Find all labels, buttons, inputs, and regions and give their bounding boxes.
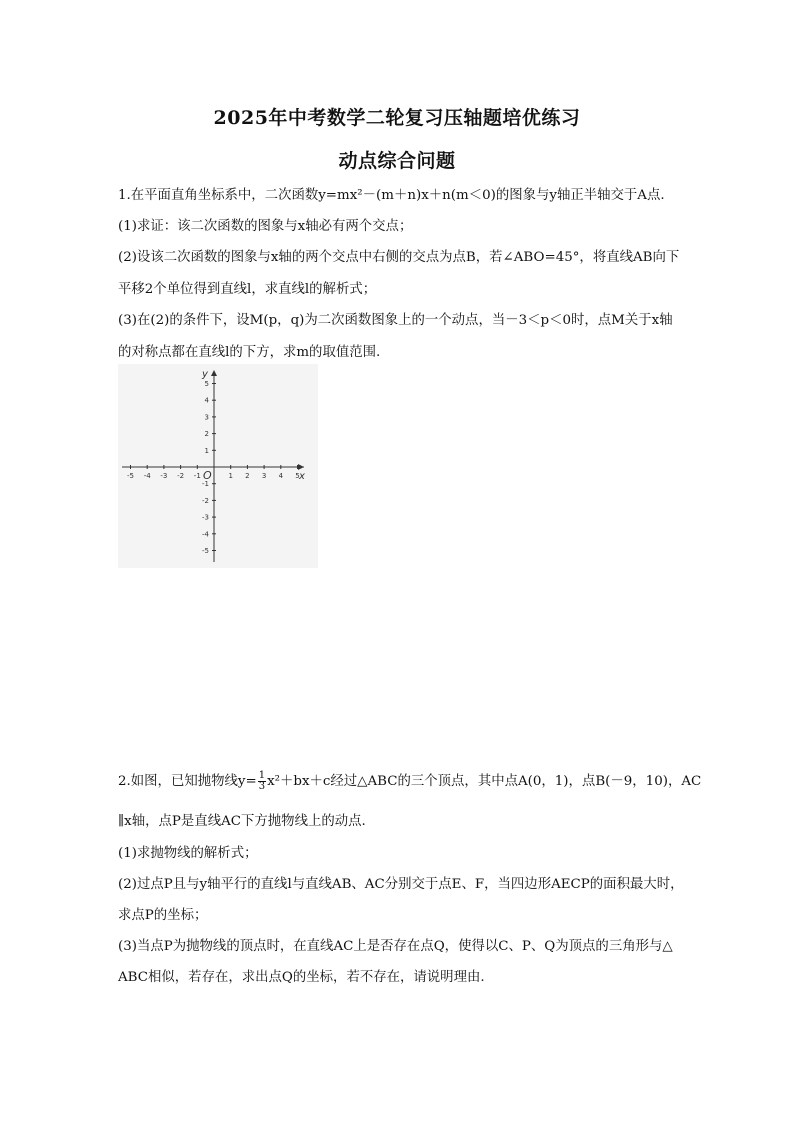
q1-part3-line2: 的对称点都在直线l的下方，求m的取值范围. [118,345,381,360]
q2-part3-line1: (3)当点P为抛物线的顶点时，在直线AC上是否存在点Q，使得以C、P、Q为顶点的三角形与△ [118,939,673,954]
x-tick-label: 3 [261,472,267,480]
q2-part1: (1)求抛物线的解析式； [118,846,258,861]
q1-stem: 1.在平面直角坐标系中，二次函数y=mx²－(m＋n)x＋n(m＜0)的图象与y轴正半轴交于A点. [118,188,665,203]
fraction-denominator: 3 [258,781,266,792]
y-axis-label: y [202,369,208,380]
q2-part3-line2: ABC相似，若存在，求出点Q的坐标，若不存在，请说明理由. [118,970,485,985]
q2-stem-pre: 2.如图，已知抛物线y= [118,774,257,789]
q2-stem-line2: ∥x轴，点P是直线AC下方抛物线上的动点. [118,814,366,829]
x-tick-label: -3 [160,472,168,480]
q2-part2-line1: (2)过点P且与y轴平行的直线l与直线AB、AC分别交于点E、F，当四边形AECP的面积最大时， [118,877,684,892]
graph-background [118,364,318,568]
x-tick-label: 4 [278,472,284,480]
y-tick-label: -2 [202,496,209,505]
y-tick-label: -3 [202,513,209,522]
fraction-numerator: 1 [258,770,266,781]
x-tick-label: -2 [177,472,185,480]
origin-label: O [203,469,212,482]
y-tick-label: -4 [202,530,209,539]
coordinate-graph [118,364,318,568]
y-tick-label: 2 [204,430,209,439]
y-tick-label: -5 [202,547,209,555]
page-title: 2025年中考数学二轮复习压轴题培优练习 [213,107,581,129]
x-tick-label: -1 [193,472,201,480]
x-tick-label: 5 [295,472,300,480]
y-tick-label: -1 [202,480,209,489]
q2-stem-line1 [118,770,718,792]
x-tick-label: -4 [143,472,151,480]
q1-part3-line1: (3)在(2)的条件下，设M(p，q)为二次函数图象上的一个动点，当－3＜p＜0时，点M关于x轴 [118,313,673,328]
page-subtitle: 动点综合问题 [338,150,456,172]
q1-part2-line1: (2)设该二次函数的图象与x轴的两个交点中右侧的交点为点B，若∠ABO=45°，将直线AB向下 [118,250,680,265]
q1-part1: (1)求证：该二次函数的图象与x轴必有两个交点； [118,219,413,234]
y-tick-label: 4 [204,396,209,405]
q2-part2-line2: 求点P的坐标； [118,908,208,923]
x-tick-label: 2 [245,472,250,480]
y-tick-label: 1 [204,446,209,455]
x-tick-label: 1 [228,472,233,480]
q1-part2-line2: 平移2个单位得到直线l，求直线l的解析式； [118,282,377,297]
x-axis-label: x [299,471,305,482]
x-tick-label: -5 [127,472,134,480]
y-tick-label: 5 [204,380,209,388]
q2-fraction [258,771,266,792]
y-tick-label: 3 [204,413,209,422]
q2-stem-post: x²＋bx＋c经过△ABC的三个顶点，其中点A(0，1)，点B(－9，10)，AC [267,774,702,789]
